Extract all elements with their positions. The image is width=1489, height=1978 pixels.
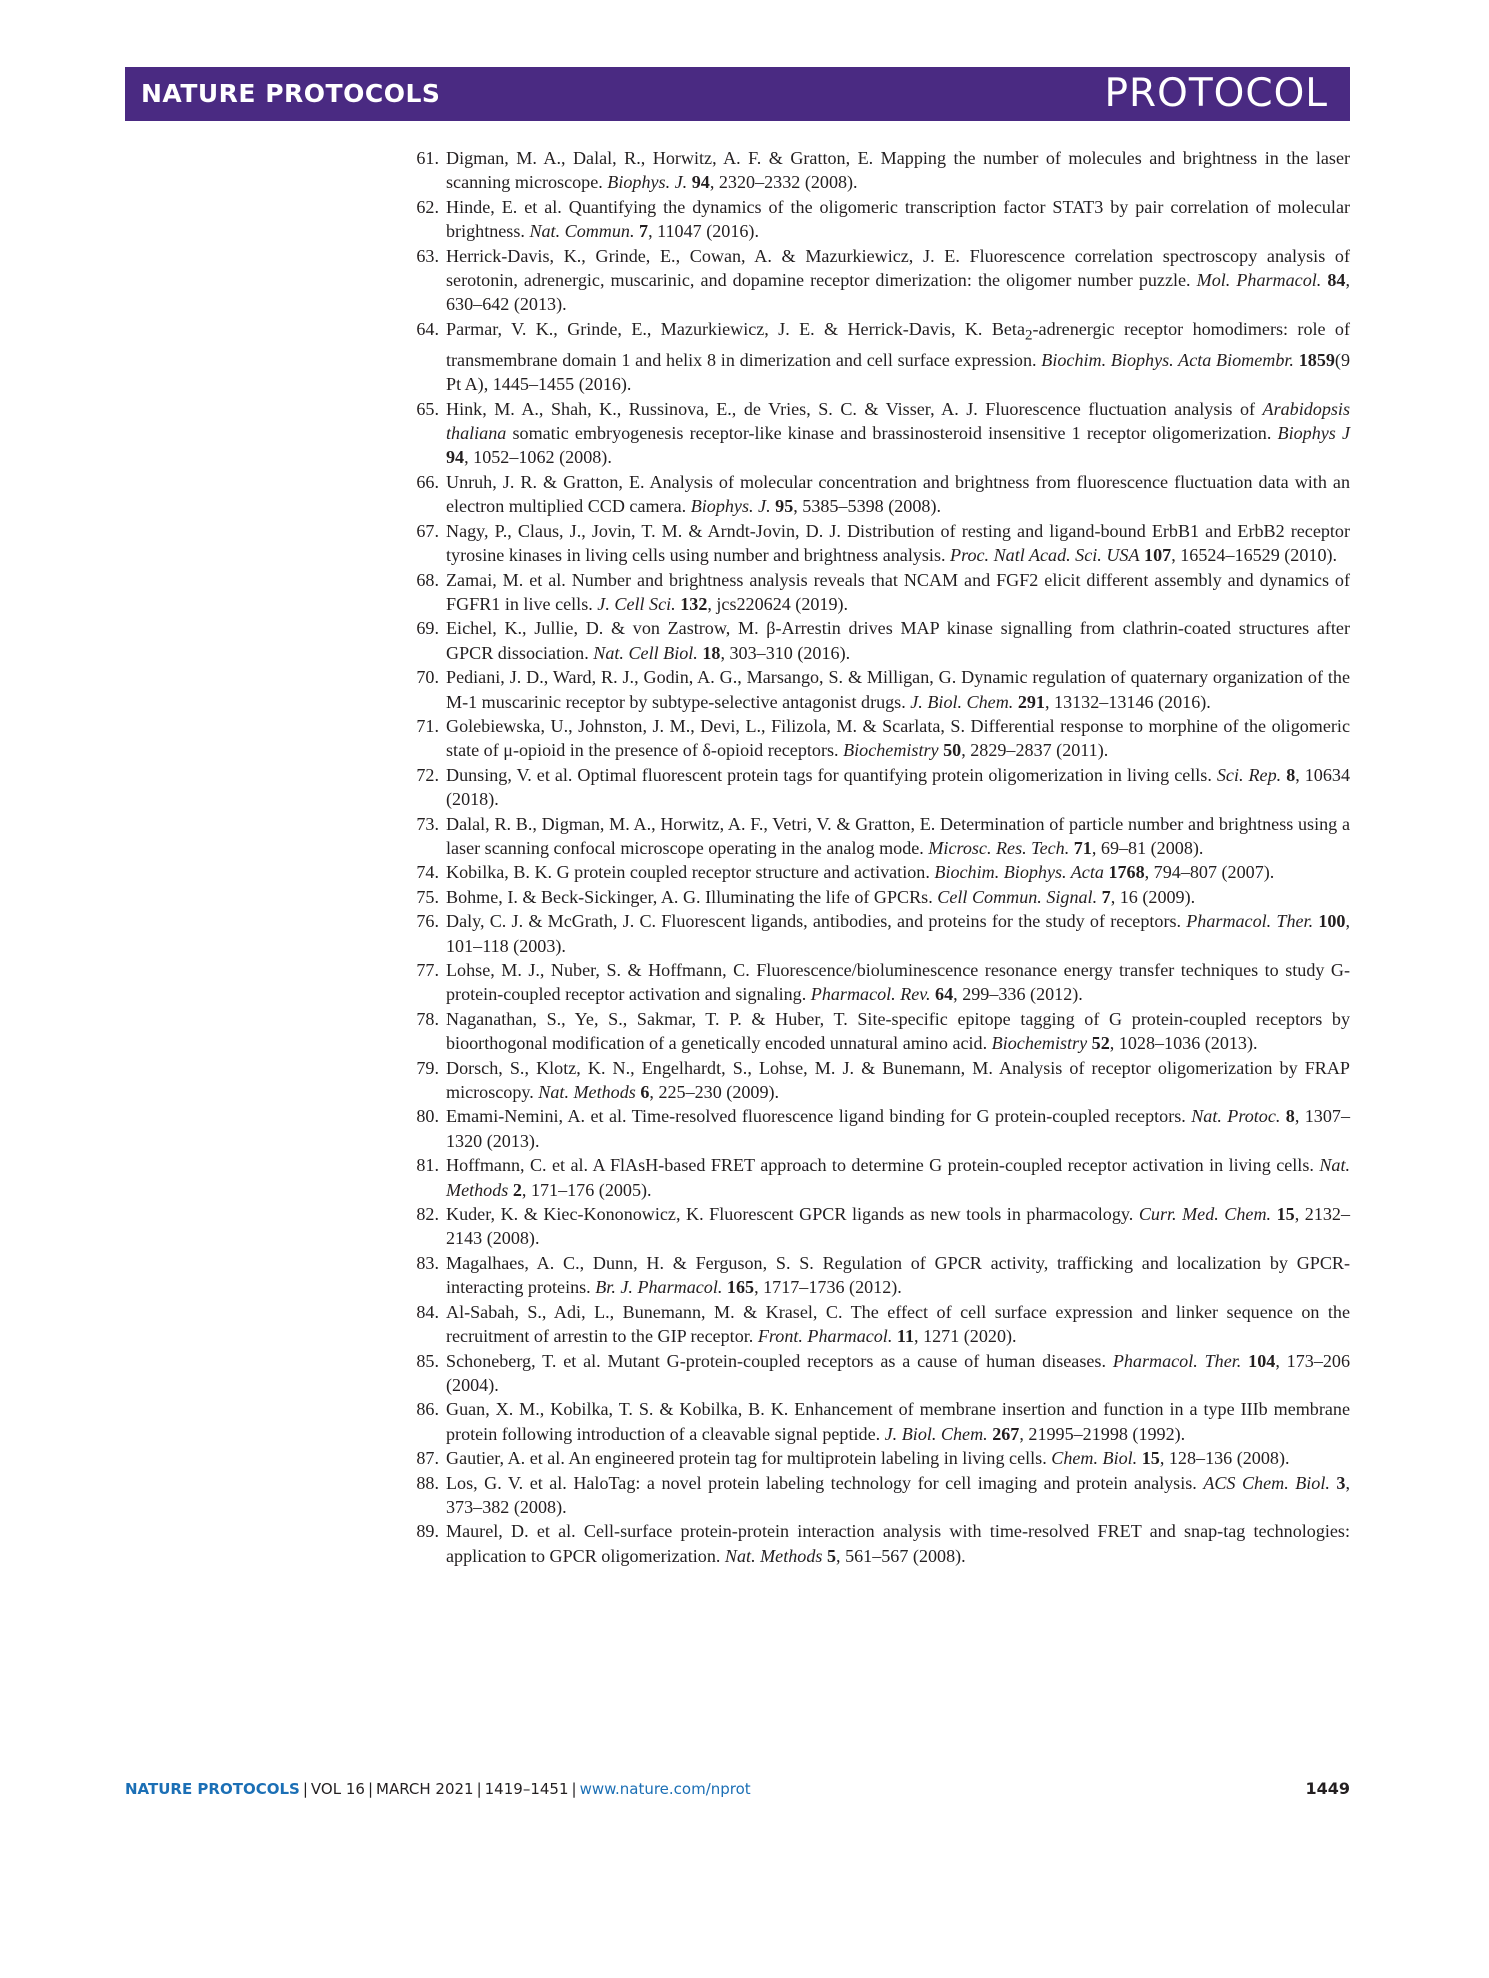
reference-text: Zamai, M. et al. Number and brightness analysis reveals that NCAM and FGF2 elicit different assembly and dynamics of FGFR1 in live cells. J. Cell Sci. 132, jcs220624 (2019). <box>446 569 1350 614</box>
reference-item <box>399 519 1350 568</box>
reference-item <box>399 1519 1350 1568</box>
page-footer <box>125 1780 1350 1810</box>
reference-number: 87. <box>416 1448 439 1469</box>
reference-text: Al-Sabah, S., Adi, L., Bunemann, M. & Krasel, C. The effect of cell surface expression and linker sequence on the recruitment of arrestin to the GIP receptor. Front. Pharmacol. 11, 1271 (2020). <box>446 1301 1350 1347</box>
reference-number: 75. <box>416 886 439 907</box>
reference-number: 71. <box>416 715 439 736</box>
reference-text: Hinde, E. et al. Quantifying the dynamics of the oligomeric transcription factor STAT3 by pair correlation of molecular brightness. Nat. Commun. 7, 11047 (2016). <box>446 196 1350 242</box>
reference-text: Nagy, P., Claus, J., Jovin, T. M. & Arndt-Jovin, D. J. Distribution of resting and ligand-bound ErbB1 and ErbB2 receptor tyrosine kinases in living cells using number and brightness analysis. Proc. Natl Acad. Sci. USA 107, 16524–16529 (2010). <box>446 520 1350 566</box>
reference-item <box>399 1056 1350 1105</box>
reference-item <box>399 763 1350 812</box>
journal-name: NATURE PROTOCOLS <box>141 79 441 108</box>
reference-item <box>399 317 1350 397</box>
reference-text: Unruh, J. R. & Gratton, E. Analysis of molecular concentration and brightness from fluorescence fluctuation data with an electron multiplied CCD camera. Biophys. J. 95, 5385–5398 (2008). <box>446 471 1350 517</box>
reference-text: Dalal, R. B., Digman, M. A., Horwitz, A. F., Vetri, V. & Gratton, E. Determination of particle number and brightness using a laser scanning confocal microscope operating in the analog mode. Microsc. Res. Tech. 71, 69–81 (2008). <box>446 813 1350 858</box>
reference-text: Kuder, K. & Kiec-Kononowicz, K. Fluorescent GPCR ligands as new tools in pharmacology. Curr. Med. Chem. 15, 2132–2143 (2008). <box>446 1204 1351 1249</box>
reference-number: 82. <box>416 1204 439 1225</box>
reference-text: Golebiewska, U., Johnston, J. M., Devi, L., Filizola, M. & Scarlata, S. Differential response to morphine of the oligomeric state of μ-opioid in the presence of δ-opioid receptors. Biochemistry 50, 2829–2837 (2011). <box>446 715 1350 761</box>
reference-text: Daly, C. J. & McGrath, J. C. Fluorescent ligands, antibodies, and proteins for the study of receptors. Pharmacol. Ther. 100, 101–118 (2003). <box>446 911 1350 956</box>
reference-text: Bohme, I. & Beck-Sickinger, A. G. Illuminating the life of GPCRs. Cell Commun. Signal. 7, 16 (2009). <box>446 886 1196 907</box>
reference-number: 64. <box>416 318 439 339</box>
reference-text: Dorsch, S., Klotz, K. N., Engelhardt, S., Lohse, M. J. & Bunemann, M. Analysis of receptor oligomerization by FRAP microscopy. Nat. Methods 6, 225–230 (2009). <box>446 1057 1350 1103</box>
reference-text: Maurel, D. et al. Cell-surface protein-protein interaction analysis with time-resolved FRET and snap-tag technologies: application to GPCR oligomerization. Nat. Methods 5, 561–567 (2008). <box>446 1521 1350 1566</box>
reference-text: Kobilka, B. K. G protein coupled receptor structure and activation. Biochim. Biophys. Acta 1768, 794–807 (2007). <box>446 862 1275 883</box>
reference-item <box>399 1349 1350 1398</box>
page-number: 1449 <box>1305 1779 1350 1798</box>
reference-number: 69. <box>416 618 439 639</box>
reference-number: 81. <box>416 1155 439 1176</box>
reference-number: 83. <box>416 1252 439 1273</box>
reference-item <box>399 909 1350 958</box>
reference-number: 78. <box>416 1008 439 1029</box>
reference-number: 62. <box>416 196 439 217</box>
reference-number: 79. <box>416 1057 439 1078</box>
reference-item <box>399 1202 1350 1251</box>
footer-journal-link[interactable]: www.nature.com/nprot <box>579 1780 751 1798</box>
reference-number: 66. <box>416 471 439 492</box>
reference-text: Naganathan, S., Ye, S., Sakmar, T. P. & Huber, T. Site-specific epitope tagging of G protein-coupled receptors by bioorthogonal modification of a genetically encoded unnatural amino acid. Biochemistry 52, 1028–1036 (2013). <box>446 1008 1350 1054</box>
reference-number: 85. <box>416 1350 439 1371</box>
footer-journal-name: NATURE PROTOCOLS <box>125 1780 300 1798</box>
reference-item <box>399 195 1350 244</box>
reference-text: Los, G. V. et al. HaloTag: a novel protein labeling technology for cell imaging and protein analysis. ACS Chem. Biol. 3, 373–382 (2008). <box>446 1472 1350 1517</box>
reference-item <box>399 860 1350 884</box>
reference-text: Emami-Nemini, A. et al. Time-resolved fluorescence ligand binding for G protein-coupled receptors. Nat. Protoc. 8, 1307–1320 (2013). <box>446 1106 1350 1151</box>
reference-item <box>399 1251 1350 1300</box>
reference-item <box>399 885 1350 909</box>
reference-item <box>399 244 1350 317</box>
reference-item <box>399 146 1350 195</box>
reference-number: 86. <box>416 1399 439 1420</box>
footer-volume: VOL 16 <box>310 1780 365 1798</box>
reference-list <box>399 146 1350 1568</box>
reference-number: 77. <box>416 960 439 981</box>
reference-item <box>399 665 1350 714</box>
reference-text: Schoneberg, T. et al. Mutant G-protein-coupled receptors as a cause of human diseases. Pharmacol. Ther. 104, 173–206 (2004). <box>446 1350 1351 1395</box>
article-type-label: PROTOCOL <box>1104 71 1328 116</box>
reference-number: 73. <box>416 813 439 834</box>
reference-text: Parmar, V. K., Grinde, E., Mazurkiewicz, J. E. & Herrick-Davis, K. Beta$_2$-adrenergic receptor homodimers: role of transmembrane domain 1 and helix 8 in dimerization and cell surface expression. Biochim. Biophys. Acta Biomembr. 1859(9 Pt A), 1445–1455 (2016). <box>446 318 1350 395</box>
reference-text: Herrick-Davis, K., Grinde, E., Cowan, A. & Mazurkiewicz, J. E. Fluorescence correlation spectroscopy analysis of serotonin, adrenergic, muscarinic, and dopamine receptor dimerization: the oligomer number puzzle. Mol. Pharmacol. 84, 630–642 (2013). <box>446 245 1350 315</box>
footer-issue-date: MARCH 2021 <box>376 1780 474 1798</box>
reference-number: 76. <box>416 911 439 932</box>
reference-text: Magalhaes, A. C., Dunn, H. & Ferguson, S. S. Regulation of GPCR activity, trafficking and localization by GPCR-interacting proteins. Br. J. Pharmacol. 165, 1717–1736 (2012). <box>446 1252 1350 1298</box>
reference-text: Gautier, A. et al. An engineered protein tag for multiprotein labeling in living cells. Chem. Biol. 15, 128–136 (2008). <box>446 1448 1290 1469</box>
reference-number: 84. <box>416 1301 439 1322</box>
reference-text: Guan, X. M., Kobilka, T. S. & Kobilka, B. K. Enhancement of membrane insertion and function in a type IIIb membrane protein following introduction of a cleavable signal peptide. J. Biol. Chem. 267, 21995–21998 (1992). <box>446 1399 1350 1444</box>
footer-page-range: 1419–1451 <box>484 1780 569 1798</box>
reference-number: 63. <box>416 245 439 266</box>
reference-item <box>399 397 1350 470</box>
reference-item <box>399 1007 1350 1056</box>
reference-item <box>399 1471 1350 1520</box>
reference-text: Hink, M. A., Shah, K., Russinova, E., de Vries, S. C. & Visser, A. J. Fluorescence fluctuation analysis of Arabidopsis thaliana somatic embryogenesis receptor-like kinase and brassinosteroid insensitive 1 receptor oligomerization. Biophys J 94, 1052–1062 (2008). <box>446 398 1350 468</box>
reference-number: 89. <box>416 1521 439 1542</box>
reference-item <box>399 1397 1350 1446</box>
reference-number: 70. <box>416 667 439 688</box>
reference-item <box>399 1300 1350 1349</box>
reference-item <box>399 1446 1350 1470</box>
reference-number: 68. <box>416 569 439 590</box>
reference-text: Dunsing, V. et al. Optimal fluorescent protein tags for quantifying protein oligomerization in living cells. Sci. Rep. 8, 10634 (2018). <box>446 764 1350 810</box>
reference-item <box>399 1104 1350 1153</box>
reference-text: Hoffmann, C. et al. A FlAsH-based FRET approach to determine G protein-coupled receptor activation in living cells. Nat. Methods 2, 171–176 (2005). <box>446 1155 1350 1200</box>
reference-number: 72. <box>416 764 439 785</box>
reference-item <box>399 714 1350 763</box>
reference-number: 61. <box>416 148 439 168</box>
reference-text: Eichel, K., Jullie, D. & von Zastrow, M. β-Arrestin drives MAP kinase signalling from clathrin-coated structures after GPCR dissociation. Nat. Cell Biol. 18, 303–310 (2016). <box>446 618 1350 663</box>
reference-number: 80. <box>416 1106 439 1127</box>
reference-number: 67. <box>416 520 439 541</box>
reference-number: 65. <box>416 398 439 419</box>
reference-item <box>399 1153 1350 1202</box>
reference-text: Digman, M. A., Dalal, R., Horwitz, A. F. & Gratton, E. Mapping the number of molecules and brightness in the laser scanning microscope. Biophys. J. 94, 2320–2332 (2008). <box>446 148 1350 193</box>
reference-item <box>399 958 1350 1007</box>
reference-number: 88. <box>416 1472 439 1493</box>
reference-text: Lohse, M. J., Nuber, S. & Hoffmann, C. Fluorescence/bioluminescence resonance energy transfer techniques to study G-protein-coupled receptor activation and signaling. Pharmacol. Rev. 64, 299–336 (2012). <box>446 960 1350 1005</box>
reference-item <box>399 616 1350 665</box>
reference-item <box>399 470 1350 519</box>
reference-item <box>399 812 1350 861</box>
footer-citation: NATURE PROTOCOLS | VOL 16 | MARCH 2021 | 1419–1451 | www.nature.com/nprot <box>125 1780 751 1798</box>
reference-item <box>399 568 1350 617</box>
reference-number: 74. <box>416 862 439 883</box>
reference-text: Pediani, J. D., Ward, R. J., Godin, A. G., Marsango, S. & Milligan, G. Dynamic regulation of quaternary organization of the M-1 muscarinic receptor by subtype-selective antagonist drugs. J. Biol. Chem. 291, 13132–13146 (2016). <box>446 667 1350 712</box>
journal-header-bar <box>125 67 1350 121</box>
